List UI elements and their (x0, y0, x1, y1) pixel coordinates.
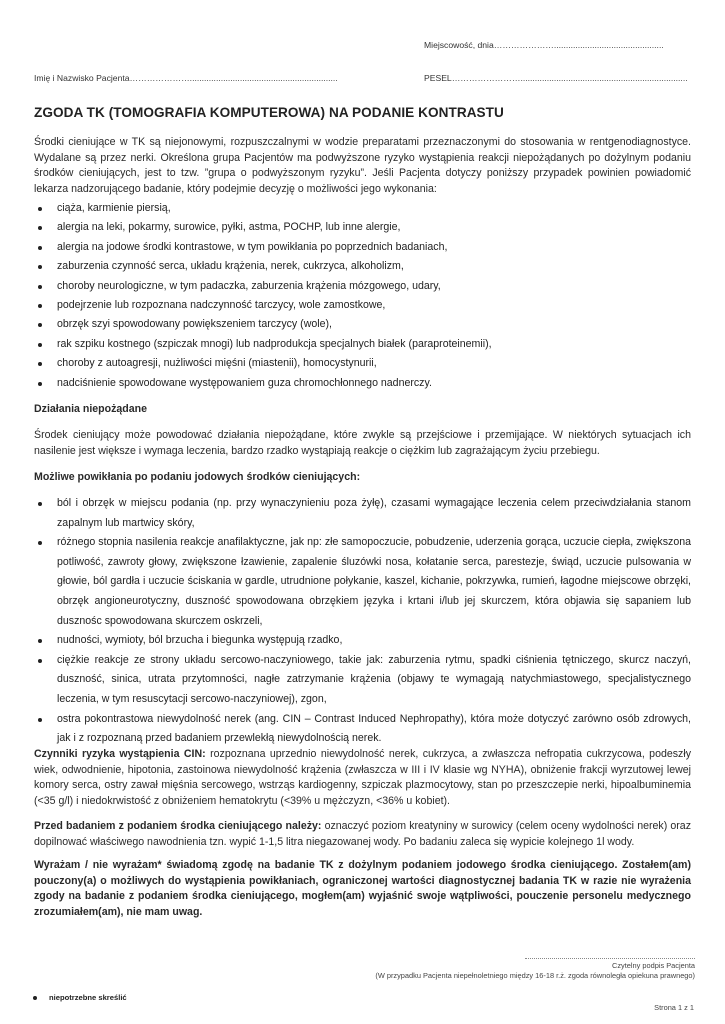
footnote (33, 993, 127, 1002)
list-item: choroby neurologiczne, w tym padaczka, zaburzenia krążenia mózgowego, udary, (34, 277, 691, 296)
list-item: rak szpiku kostnego (szpiczak mnogi) lub nadprodukcja specjalnych białek (paraproteinemii), (34, 335, 691, 354)
bullet-icon (33, 996, 37, 1000)
before-text: oznaczyć poziom kreatyniny w surowicy (celem oceny wydolności nerek) oraz dopilnować właściwego nawodnienia tzn. wypić 1-1,5 litra niegazowanej wody. Po badaniu zaleca się wypicie kolejnego 1l wody. (34, 820, 691, 848)
list-item: nadciśnienie spowodowane występowaniem guza chromochłonnego nadnerczy. (34, 374, 691, 393)
pesel-field[interactable]: PESEL……………………...................................................................... (424, 73, 688, 83)
footnote-text: niepotrzebne skreślić (49, 993, 127, 1002)
cin-label: Czynniki ryzyka wystąpienia CIN: (34, 748, 206, 760)
signature-block (375, 958, 695, 981)
list-item: ból i obrzęk w miejscu podania (np. przy wynaczynieniu poza żyłę), czasami wymagające leczenia celem przeciwdziałania stanom zapalnym lub martwicy skóry, (34, 494, 691, 533)
signature-note: (W przypadku Pacjenta niepełnoletniego między 16-18 r.ż. zgoda równoległa opiekuna prawnego) (375, 971, 695, 980)
list-item: podejrzenie lub rozpoznana nadczynność tarczycy, wole zamostkowe, (34, 296, 691, 315)
list-item: ostra pokontrastowa niewydolność nerek (ang. CIN – Contrast Induced Nephropathy), która może dotyczyć zarówno osób zdrowych, jak i z rozpoznaną przed badaniem przewlekłą niewydolnością nerek. (34, 710, 691, 749)
before-paragraph (34, 819, 691, 850)
complications-heading: Możliwe powikłania po podaniu jodowych środków cieniujących: (34, 471, 361, 483)
list-item: obrzęk szyi spowodowany powiększeniem tarczycy (wole), (34, 315, 691, 334)
complications-list (34, 494, 691, 749)
intro-paragraph: Środki cieniujące w TK są niejonowymi, rozpuszczalnymi w wodzie preparatami przeznaczonymi do stosowania w rentgenodiagnostyce. Wydalane są przez nerki. Określona grupa Pacjentów ma podwyższone ryzyko wystąpienia reakcji niepożądanych po dożylnym podaniu środków cieniujących, jest to tzw. ”grupa o podwyższonym ryzyku”. Jeśli Pacjenta dotyczy poniższy przypadek powinien powiadomić lekarza nadzorującego badanie, który podejmie decyzję o możliwości jego wykonania: (34, 136, 691, 195)
consent-paragraph: Wyrażam / nie wyrażam* świadomą zgodę na badanie TK z dożylnym podaniem jodowego środka cieniującego. Zostałem(am) pouczony(a) o możliwych do wystąpienia powikłaniach, ograniczonej wartości diagnostycznej badania TK w razie nie wyrażenia zgody na badanie z podaniem środka cieniującego, mogłem(am) wyjaśnić swoje wątpliwości, pouczenie personelu medycznego zrozumiałem(am), nie mam uwag. (34, 859, 691, 918)
adverse-paragraph: Środek cieniujący może powodować działania niepożądane, które zwykle są przejściowe i przemijające. W niektórych sytuacjach ich nasilenie jest większe i wymaga leczenia, bardzo rzadko wystąpiają reakcje o ciężkim lub zagrażającym życiu przebiegu. (34, 429, 691, 457)
list-item: alergia na jodowe środki kontrastowe, w tym powikłania po poprzednich badaniach, (34, 238, 691, 257)
patient-name-field[interactable]: Imię i Nazwisko Pacjenta………………….............................................................. (34, 73, 338, 83)
place-date-field[interactable]: Miejscowość, dnia………………….............................................. (424, 40, 664, 50)
list-item: alergia na leki, pokarmy, surowice, pyłki, astma, POCHP, lub inne alergie, (34, 218, 691, 237)
risk-list (34, 199, 691, 393)
list-item: zaburzenia czynność serca, układu krążenia, nerek, cukrzyca, alkoholizm, (34, 257, 691, 276)
before-label: Przed badaniem z podaniem środka cieniującego należy: (34, 820, 322, 832)
cin-text: rozpoznana uprzednio niewydolność nerek, cukrzyca, a zwłaszcza nefropatia cukrzycowa, podeszły wiek, odwodnienie, hipotonia, zastoinowa niewydolność krążenia (zwłaszcza w III i IV klasie wg NYHA), obniżenie frakcji wyrzutowej lewej komory serca, ostry zawał mięśnia sercowego, wstrząs kardiogenny, szpiczak plazmocytowy, stan po przeszczepie nerki, hipoalbuminemia (<35 g/l) i niedokrwistość z obniżeniem hematokrytu (<39% u mężczyzn, <36% u kobiet). (34, 748, 691, 807)
list-item: nudności, wymioty, ból brzucha i biegunka występują rzadko, (34, 631, 691, 651)
list-item: ciężkie reakcje ze strony układu sercowo-naczyniowego, takie jak: zaburzenia rytmu, spadki ciśnienia tętniczego, skurcz naczyń, duszność, sinica, utrata przytomności, nagłe zatrzymanie krążenia (objawy te wymagają natychmiastowego, specjalistycznego leczenia, w tym resuscytacji sercowo-naczyniowej), zgon, (34, 651, 691, 710)
list-item: ciąża, karmienie piersią, (34, 199, 691, 218)
list-item: choroby z autoagresji, nużliwości mięśni (miastenii), homocystynurii, (34, 354, 691, 373)
adverse-heading: Działania niepożądane (34, 403, 148, 415)
list-item: różnego stopnia nasilenia reakcje anafilaktyczne, jak np: złe samopoczucie, pobudzenie, uderzenia gorąca, uczucie ciepła, zwiększona potliwość, zawroty głowy, zwiększone łzawienie, zapalenie śluzówki nosa, kołatanie serca, parestezje, świąd, uczucie pulsowania w głowie, ból gardła i uczucie ściskania w gardle, utrudnione połykanie, kaszel, kichanie, pokrzywka, rumień, łagodne miejscowe obrzęki, obrzęk angioneurotyczny, duszność spowodowana obrzękiem języka i krtani i/lub jej skurczem, która objawia się sapaniem lub dusznośc spowodowana skurczem oskrzeli, (34, 533, 691, 631)
cin-paragraph (34, 747, 691, 809)
document-title: ZGODA TK (TOMOGRAFIA KOMPUTEROWA) NA PODANIE KONTRASTU (34, 105, 504, 120)
signature-label: Czytelny podpis Pacjenta (612, 961, 695, 970)
page-number: Strona 1 z 1 (654, 1003, 694, 1012)
